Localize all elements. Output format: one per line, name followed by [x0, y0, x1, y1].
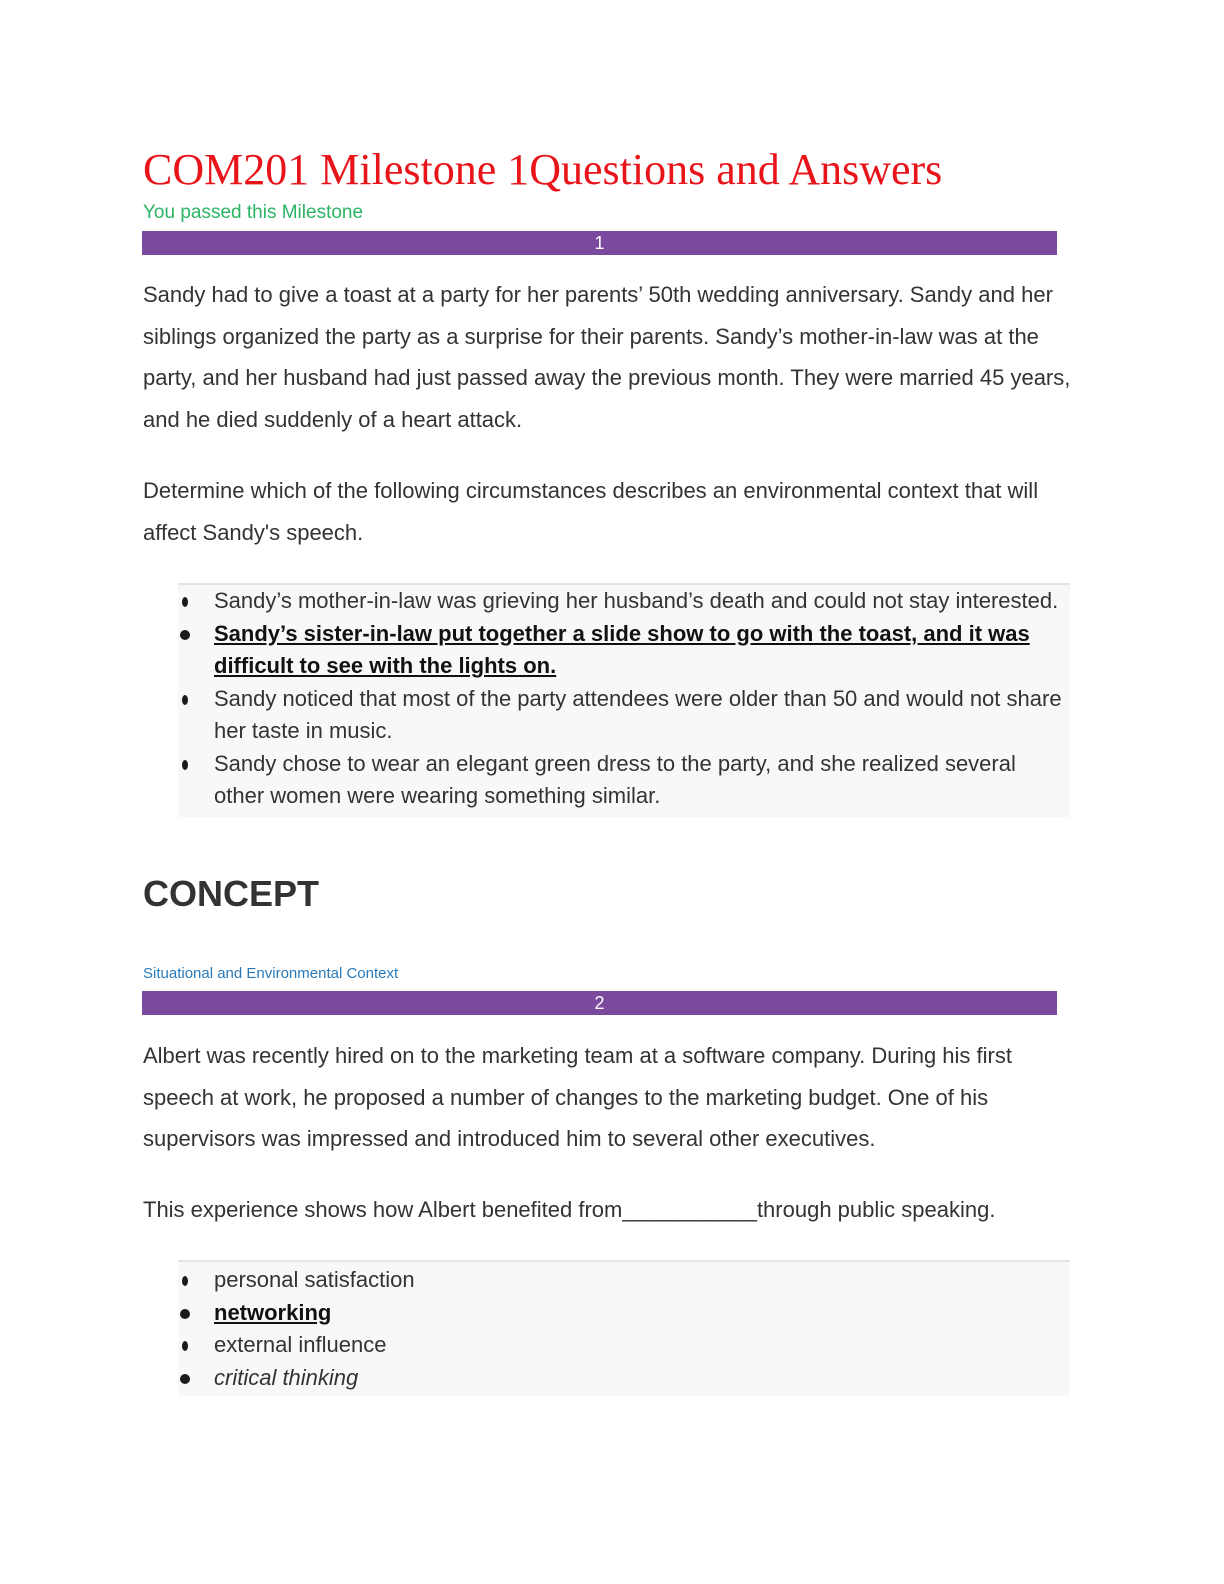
- bullet-icon: [182, 1341, 188, 1351]
- answer-option-text: Sandy’s mother-in-law was grieving her husband’s death and could not stay interested.: [214, 588, 1059, 613]
- answer-option[interactable]: [178, 1362, 1070, 1395]
- answer-options: [178, 583, 1070, 817]
- question-text: Determine which of the following circumstances describes an environmental context that will affect Sandy's speech.: [143, 478, 1039, 545]
- milestone-status: You passed this Milestone: [143, 202, 364, 223]
- question-prompt: Albert was recently hired on to the marketing team at a software company. During his first speech at work, he proposed a number of changes to the marketing budget. One of his supervisors was impressed and introduced him to several other executives.: [143, 1043, 1012, 1151]
- question-number-bar: 2: [142, 991, 1057, 1015]
- answer-option[interactable]: [178, 1329, 1070, 1362]
- answer-option-text: networking: [214, 1299, 332, 1325]
- answer-options: [178, 1260, 1070, 1396]
- question-number-bar: 1: [142, 231, 1057, 255]
- concept-heading: CONCEPT: [143, 873, 320, 914]
- answer-option[interactable]: [178, 683, 1070, 748]
- answer-option-correct[interactable]: [178, 1297, 1070, 1330]
- answer-option[interactable]: [178, 1264, 1070, 1297]
- bullet-icon: [180, 1309, 190, 1319]
- bullet-icon: [182, 760, 188, 770]
- bullet-icon: [182, 695, 188, 705]
- bullet-icon: [180, 630, 190, 640]
- question-text: This experience shows how Albert benefited from___________through public speaking.: [143, 1197, 996, 1222]
- answer-option-text: Sandy’s sister-in-law put together a slide show to go with the toast, and it was difficult to see with the lights on.: [214, 620, 1030, 678]
- answer-option[interactable]: [178, 585, 1070, 618]
- answer-option-text: Sandy chose to wear an elegant green dress to the party, and she realized several other women were wearing something similar.: [214, 750, 1016, 808]
- answer-option-text: Sandy noticed that most of the party attendees were older than 50 and would not share her taste in music.: [214, 685, 1062, 743]
- answer-option[interactable]: [178, 748, 1070, 813]
- document-title: COM201 Milestone 1Questions and Answers: [143, 145, 943, 194]
- bullet-icon: [182, 597, 188, 607]
- answer-option-text: personal satisfaction: [214, 1267, 415, 1292]
- concept-link[interactable]: Situational and Environmental Context: [143, 965, 399, 982]
- bullet-icon: [182, 1276, 188, 1286]
- question-prompt: Sandy had to give a toast at a party for her parents’ 50th wedding anniversary. Sandy and her siblings organized the party as a surprise for their parents. Sandy’s mother-in-law was at the party, and her husband had just passed away the previous month. They were married 45 years, and he died suddenly of a heart attack.: [143, 282, 1071, 432]
- bullet-icon: [180, 1374, 190, 1384]
- answer-option-text: external influence: [214, 1332, 387, 1357]
- answer-option-correct[interactable]: [178, 618, 1070, 683]
- answer-option-text: critical thinking: [214, 1364, 359, 1390]
